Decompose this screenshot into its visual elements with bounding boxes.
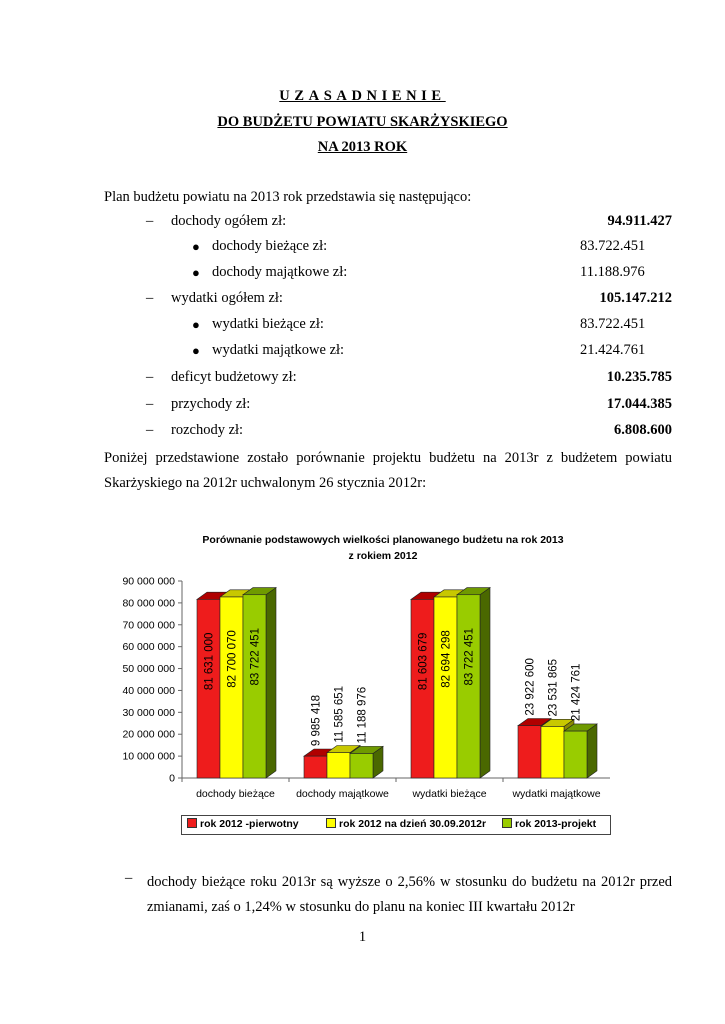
dash-mark: – (146, 369, 154, 385)
row-label: wydatki bieżące zł: (212, 316, 324, 332)
dash-mark: – (125, 870, 133, 886)
bar-value-label: 11 188 976 (356, 686, 369, 744)
row-value: 21.424.761 (580, 342, 646, 358)
y-tick-label: 80 000 000 (122, 597, 175, 610)
bar (327, 753, 350, 778)
bar-side (587, 724, 597, 778)
dash-mark: – (146, 290, 154, 306)
bar-value-label: 81 631 000 (203, 632, 216, 691)
dash-mark: – (146, 422, 154, 438)
bar-value-label: 81 603 679 (417, 632, 430, 691)
page-number: 1 (358, 929, 367, 945)
row-value: 10.235.785 (606, 369, 672, 385)
bar-value-label: 82 700 070 (226, 630, 239, 688)
row-value: 83.722.451 (580, 238, 646, 254)
row-label: dochody majątkowe zł: (212, 264, 348, 280)
dash-mark: – (146, 213, 154, 229)
intro-text: Plan budżetu powiatu na 2013 rok przedstawia się następująco: (104, 189, 472, 205)
bottom-paragraph (147, 870, 672, 920)
bar (564, 731, 587, 778)
y-tick-label: 90 000 000 (122, 575, 175, 588)
bar (304, 756, 327, 778)
row-value: 94.911.427 (607, 213, 672, 229)
legend-swatch (502, 818, 512, 828)
y-tick-label: 30 000 000 (122, 706, 175, 719)
bar-value-label: 21 424 761 (570, 663, 583, 722)
comparison-line-1: Poniżej przedstawione zostało porównanie projektu budżetu na 2013r z budżetem powiatu (104, 450, 672, 466)
bar-side (480, 588, 490, 778)
chart-legend (181, 815, 611, 835)
bottom-line-1: dochody bieżące roku 2013r są wyższe o 2,56% w stosunku do budżetu na 2012r przed (147, 874, 672, 890)
comparison-line-2: Skarżyskiego na 2012r uchwalonym 26 stycznia 2012r: (104, 475, 427, 491)
x-tick-label: dochody majątkowe (296, 788, 389, 800)
row-value: 6.808.600 (614, 422, 672, 438)
y-tick-label: 50 000 000 (122, 663, 175, 676)
y-tick-label: 10 000 000 (122, 750, 175, 763)
y-tick-label: 60 000 000 (122, 641, 175, 654)
bar-value-label: 83 722 451 (463, 627, 476, 686)
doc-year: NA 2013 ROK (317, 139, 408, 155)
bar (350, 754, 373, 778)
bullet-mark: ● (192, 265, 200, 280)
row-value: 11.188.976 (580, 264, 645, 280)
chart-title: Porównanie podstawowych wielkości planowanego budżetu na rok 2013 (202, 534, 564, 546)
x-tick-label: dochody bieżące (196, 788, 275, 800)
y-tick-label: 40 000 000 (122, 684, 175, 697)
legend-label: rok 2013-projekt (515, 818, 597, 830)
legend-label: rok 2012 na dzień 30.09.2012r (339, 818, 487, 830)
row-value: 17.044.385 (606, 396, 672, 412)
row-value: 83.722.451 (580, 316, 646, 332)
row-label: wydatki majątkowe zł: (212, 342, 345, 358)
legend-swatch (326, 818, 336, 828)
bullet-mark: ● (192, 239, 200, 254)
y-tick-label: 70 000 000 (122, 619, 175, 632)
legend-item-2012-pierwotny (187, 818, 299, 830)
row-label: przychody zł: (171, 396, 251, 412)
row-label: dochody ogółem zł: (171, 213, 287, 229)
bar (541, 726, 564, 778)
row-label: rozchody zł: (171, 422, 244, 438)
row-label: wydatki ogółem zł: (171, 290, 283, 306)
x-tick-label: wydatki majątkowe (512, 788, 601, 800)
legend-swatch (187, 818, 197, 828)
bar-value-label: 23 531 865 (547, 658, 560, 717)
row-value: 105.147.212 (599, 290, 672, 306)
bar-value-label: 82 694 298 (440, 630, 453, 688)
x-tick-label: wydatki bieżące (412, 788, 487, 800)
bar-value-label: 23 922 600 (524, 658, 537, 716)
dash-mark: – (146, 396, 154, 412)
doc-subtitle: DO BUDŻETU POWIATU SKARŻYSKIEGO (217, 114, 508, 130)
legend-item-2013-projekt (502, 818, 596, 830)
bottom-line-2: zmianami, zaś o 1,24% w stosunku do planu na koniec III kwartału 2012r (147, 899, 575, 915)
row-label: dochody bieżące zł: (212, 238, 328, 254)
legend-label: rok 2012 -pierwotny (200, 818, 299, 830)
bar-side (266, 588, 276, 778)
bar-value-label: 11 585 651 (333, 685, 346, 743)
row-label: deficyt budżetowy zł: (171, 369, 297, 385)
bar-value-label: 9 985 418 (310, 694, 323, 747)
y-tick-label: 0 (169, 772, 175, 785)
legend-item-2012-30-09 (326, 818, 486, 830)
bullet-mark: ● (192, 317, 200, 332)
y-tick-label: 20 000 000 (122, 728, 175, 741)
bar-value-label: 83 722 451 (249, 627, 262, 686)
doc-title: UZASADNIENIE (279, 88, 446, 104)
bar (518, 726, 541, 778)
bullet-mark: ● (192, 343, 200, 358)
chart-subtitle: z rokiem 2012 (348, 550, 418, 562)
